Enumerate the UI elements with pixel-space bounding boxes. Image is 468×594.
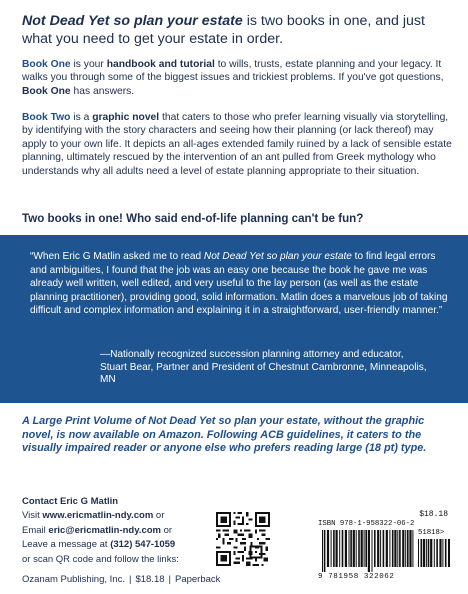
- email-link[interactable]: eric@ericmatlin-ndy.com: [48, 524, 161, 536]
- barcode-bar: [428, 539, 430, 567]
- barcode-bar: [421, 539, 423, 567]
- quote-fragment: “When Eric G Matlin asked me to read: [30, 251, 204, 262]
- barcode-bar: [364, 530, 365, 567]
- barcode-bar: [392, 530, 394, 567]
- barcode-bar: [405, 530, 406, 567]
- barcode-bar: [399, 530, 401, 567]
- barcode-bar: [331, 530, 332, 567]
- barcode-bar: [380, 530, 381, 567]
- contact-email-line: [22, 524, 222, 538]
- website-link[interactable]: www.ericmatlin-ndy.com: [42, 510, 154, 522]
- contact-visit-line: [22, 509, 222, 523]
- barcode-bar: [349, 530, 350, 567]
- headline: [22, 12, 450, 48]
- footer-separator: |: [128, 574, 132, 585]
- barcode-bar: [358, 530, 360, 567]
- book-one-label-again: Book One: [22, 85, 71, 97]
- addon-barcode: [418, 539, 450, 572]
- text-fragment: is a: [70, 112, 93, 123]
- qr-code-icon[interactable]: [216, 512, 270, 566]
- barcode-bar: [365, 530, 367, 567]
- barcode-bar: [418, 539, 419, 567]
- barcode-bar: [324, 530, 326, 572]
- barcode-bar: [356, 530, 357, 567]
- book-two-label: Book Two: [22, 112, 71, 123]
- barcode-bar: [412, 530, 413, 567]
- barcode-price: $18.18: [419, 510, 448, 519]
- barcode-bar: [336, 530, 338, 567]
- text-fragment: to wills, trusts, estate planning and your legacy. It walks you through some of the biggest issues and trickiest problems. If you've got questions,: [22, 59, 444, 84]
- barcode-bar: [350, 530, 352, 567]
- footer-separator: |: [168, 574, 171, 585]
- barcode-bar: [445, 539, 447, 567]
- ean-barcode: [322, 530, 414, 572]
- barcode-bar: [372, 530, 373, 572]
- contact-qr-line: or scan QR code and follow the links:: [22, 553, 179, 565]
- barcode-bar: [383, 530, 385, 567]
- testimonial-attribution: —Nationally recognized succession planning attorney and educator, Stuart Bear, Partner and President of Chestnut Cambronne, Minneapolis, MN: [100, 349, 427, 386]
- barcode-bar: [434, 539, 435, 567]
- book-one-highlight: handbook and tutorial: [106, 59, 215, 70]
- description-section: [0, 0, 468, 236]
- contact-phone-line: [22, 538, 222, 552]
- barcode-bar: [386, 530, 388, 567]
- barcode-bar: [423, 539, 425, 567]
- barcode-bar: [322, 530, 323, 572]
- barcode-bar: [345, 530, 347, 567]
- barcode-bar: [448, 539, 450, 567]
- contact-heading: Contact Eric G Matlin: [22, 496, 119, 507]
- barcode-bar: [374, 530, 376, 567]
- barcode-bar: [377, 530, 379, 567]
- headline-rest: is two books in one, and just what you need to get your estate in order.: [22, 13, 425, 47]
- text-fragment: or: [153, 510, 165, 522]
- barcode-bar: [436, 539, 438, 567]
- book-one-paragraph: [22, 58, 452, 98]
- book-title: Not Dead Yet so plan your estate: [22, 13, 243, 29]
- ean-number: 9 781958 322062: [318, 573, 395, 581]
- phone-number: (312) 547-1059: [110, 539, 176, 551]
- book-two-highlight: graphic novel: [92, 112, 160, 123]
- footer-price: $18.18: [135, 574, 165, 585]
- barcode-bar: [407, 530, 409, 567]
- barcode-bar: [426, 539, 427, 567]
- publisher-name: Ozanam Publishing, Inc.: [22, 574, 125, 585]
- barcode-bar: [397, 530, 398, 567]
- text-fragment: has answers.: [70, 85, 135, 97]
- text-fragment: Email: [22, 524, 49, 536]
- isbn-label: ISBN 978-1-958322-06-2: [318, 520, 415, 528]
- text-fragment: or: [160, 524, 173, 536]
- barcode-bar: [439, 539, 441, 567]
- barcode-bar: [442, 539, 443, 567]
- barcode-bar: [430, 539, 432, 567]
- publisher-footer: [22, 574, 322, 585]
- barcode-bar: [353, 530, 355, 567]
- text-fragment: Leave a message at: [22, 539, 111, 551]
- testimonial-quote: [30, 250, 448, 318]
- quote-book-title: Not Dead Yet so plan your estate: [203, 251, 352, 262]
- addon-code: 51818>: [418, 529, 445, 537]
- barcode-bar: [394, 530, 396, 567]
- barcode-bar: [389, 530, 390, 567]
- barcode-bar: [402, 530, 404, 567]
- barcode-bar: [333, 530, 335, 567]
- text-fragment: that caters to those who prefer learning visually via storytelling, by identifying with the story characters and seeing how their planning (or lack thereof) may apply to your own life. It depicts an all-ages extended family ruined by a lack of sensible estate planning, ultimately rescued by the intervention of an ant pulled from Greek mythology who understands why all adults need a level of estate planning appropriate to their situation.: [22, 112, 452, 177]
- barcode-bar: [361, 530, 363, 567]
- book-two-paragraph: [22, 111, 452, 178]
- large-print-notice: A Large Print Volume of Not Dead Yet so plan your estate, without the graphic novel, is now available on Amazon. Following ACB guidelines, it caters to the visually impaired reader or anyone else who prefers reading large (18 pt) type.: [22, 415, 427, 455]
- text-fragment: is your: [70, 59, 107, 70]
- barcode-bar: [368, 530, 370, 572]
- text-fragment: Visit: [22, 510, 43, 522]
- barcode-bar: [327, 530, 329, 567]
- barcode-bar: [409, 530, 411, 567]
- barcode-bar: [339, 530, 340, 567]
- book-one-label: Book One: [22, 59, 71, 70]
- contact-block: [22, 495, 222, 567]
- tagline: Two books in one! Who said end-of-life planning can't be fun?: [22, 212, 364, 225]
- footer-format: Paperback: [174, 574, 221, 585]
- quote-fragment: to find legal errors and ambiguities, I found that the job was an easy one because the book he gave me was already well written, well edited, and very useful to the lay person (as well as the estate planning practitioner), providing good, solid information. Matlin does a marvelous job of taking difficult and complex information and explaining it in a straightforward, user-friendly manner.”: [30, 251, 448, 316]
- barcode-bar: [342, 530, 344, 567]
